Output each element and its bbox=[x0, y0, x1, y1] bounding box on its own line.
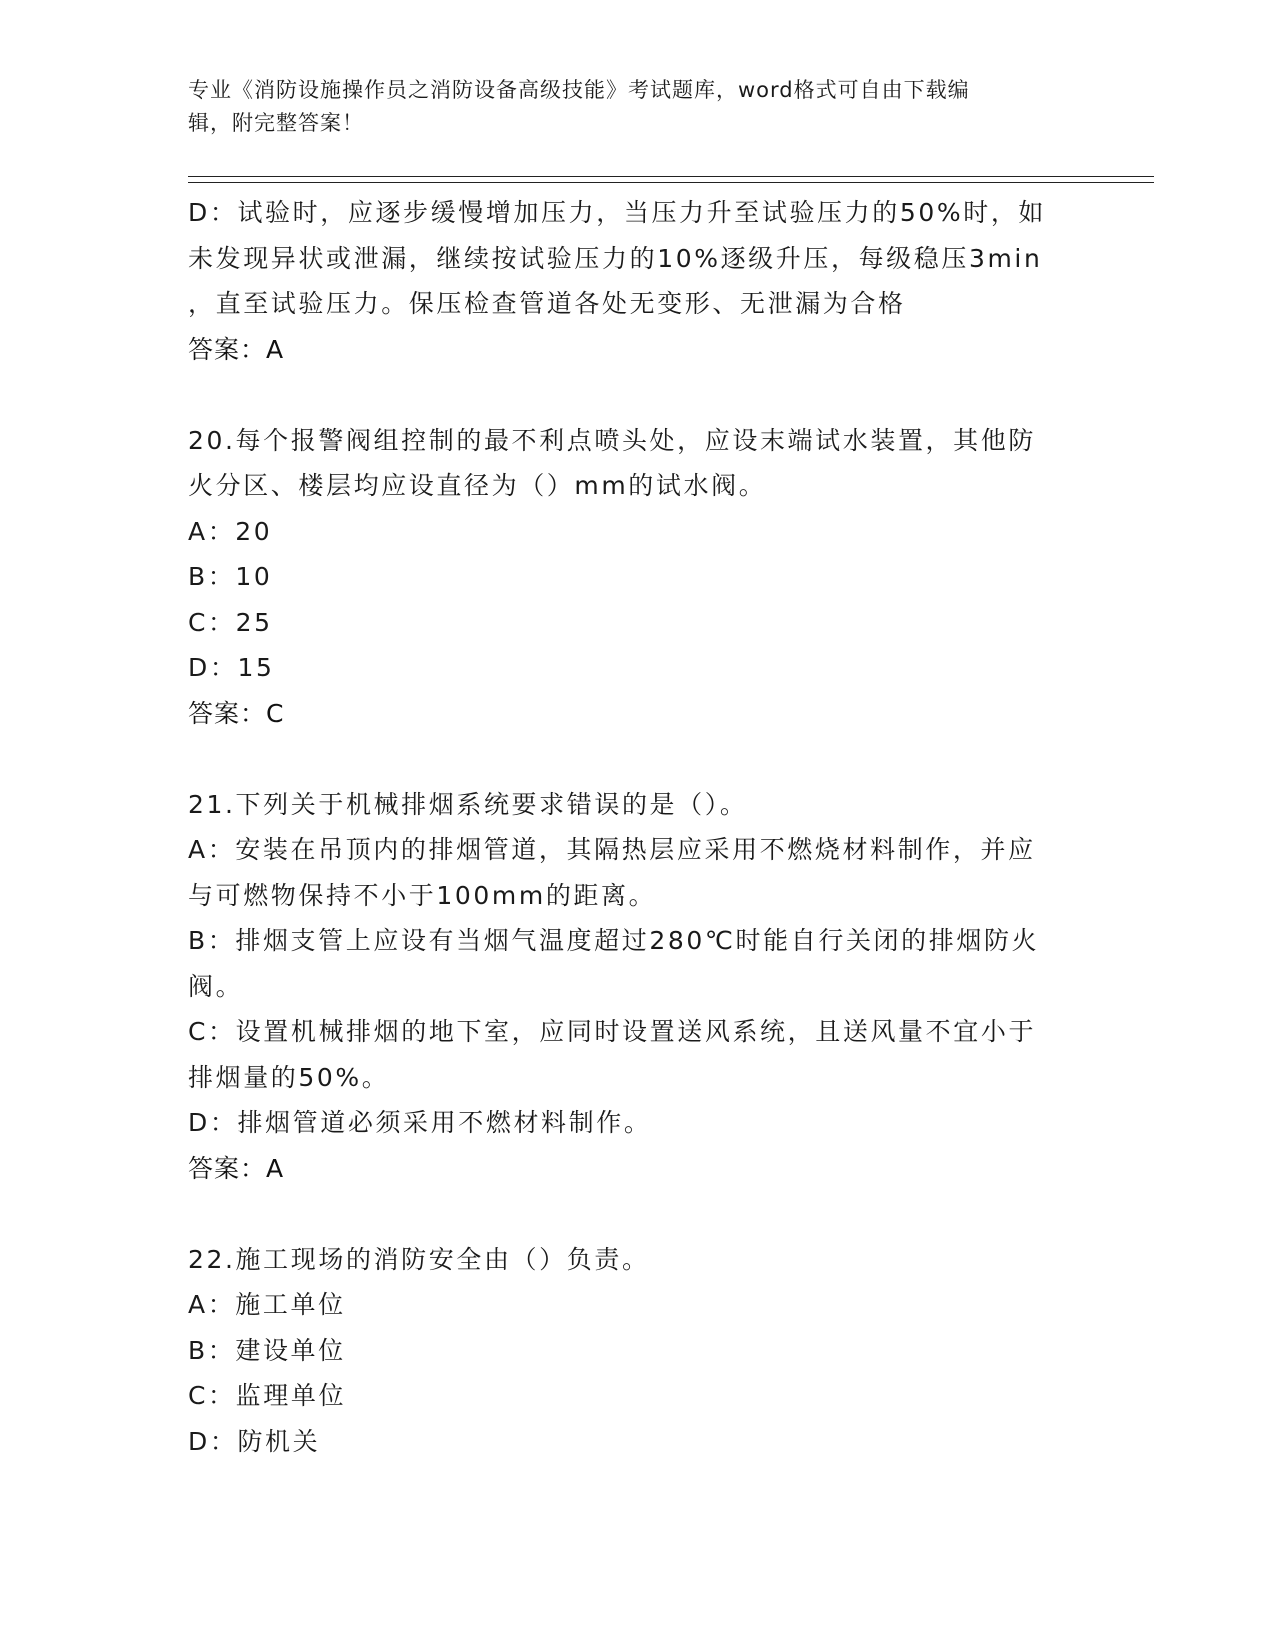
spacer bbox=[188, 372, 1078, 418]
option-b-line: 阀。 bbox=[188, 971, 244, 1001]
answer-line: 答案：A bbox=[188, 334, 285, 364]
question-content bbox=[188, 190, 1078, 1464]
option-c-line: 排烟量的50%。 bbox=[188, 1062, 390, 1092]
option-b-line: B：排烟支管上应设有当烟气温度超过280℃时能自行关闭的排烟防火 bbox=[188, 926, 1040, 955]
question-22 bbox=[188, 1237, 1078, 1465]
question-19-tail bbox=[188, 190, 1078, 372]
option-a: A：20 bbox=[188, 516, 273, 546]
option-c: C：25 bbox=[188, 607, 273, 637]
option-a-line: A：安装在吊顶内的排烟管道，其隔热层应采用不燃烧材料制作，并应 bbox=[188, 835, 1036, 864]
option-d: D：15 bbox=[188, 653, 275, 682]
question-21 bbox=[188, 782, 1078, 1192]
header-line-2: 辑，附完整答案！ bbox=[188, 111, 364, 135]
option-d: D：防机关 bbox=[188, 1426, 321, 1456]
answer-line: 答案：A bbox=[188, 1153, 285, 1183]
header-line-1: 专业《消防设施操作员之消防设备高级技能》考试题库，word格式可自由下载编 bbox=[188, 78, 970, 102]
page-header bbox=[188, 74, 1068, 140]
option-c-line: C：设置机械排烟的地下室，应同时设置送风系统，且送风量不宜小于 bbox=[188, 1017, 1037, 1046]
question-stem-line: 20.每个报警阀组控制的最不利点喷头处，应设末端试水装置，其他防 bbox=[188, 425, 1036, 455]
header-rule-bottom bbox=[188, 182, 1154, 183]
option-c: C：监理单位 bbox=[188, 1381, 347, 1410]
spacer bbox=[188, 736, 1078, 782]
option-a: A：施工单位 bbox=[188, 1290, 346, 1319]
option-d-line: 未发现异状或泄漏，继续按试验压力的10%逐级升压，每级稳压3min bbox=[188, 243, 1043, 273]
question-stem-line: 22.施工现场的消防安全由（）负责。 bbox=[188, 1244, 650, 1274]
question-20 bbox=[188, 418, 1078, 737]
header-rule-top bbox=[188, 176, 1154, 177]
option-b: B：10 bbox=[188, 562, 273, 591]
question-stem-line: 21.下列关于机械排烟系统要求错误的是（）。 bbox=[188, 789, 748, 819]
spacer bbox=[188, 1191, 1078, 1237]
option-a-line: 与可燃物保持不小于100mm的距离。 bbox=[188, 880, 657, 910]
option-d: D：排烟管道必须采用不燃材料制作。 bbox=[188, 1108, 652, 1137]
option-d-line: D：试验时，应逐步缓慢增加压力，当压力升至试验压力的50%时，如 bbox=[188, 198, 1047, 227]
option-b: B：建设单位 bbox=[188, 1335, 346, 1365]
question-stem-line: 火分区、楼层均应设直径为（）mm的试水阀。 bbox=[188, 471, 767, 500]
answer-line: 答案：C bbox=[188, 698, 285, 728]
option-d-line: ，直至试验压力。保压检查管道各处无变形、无泄漏为合格 bbox=[188, 289, 906, 318]
